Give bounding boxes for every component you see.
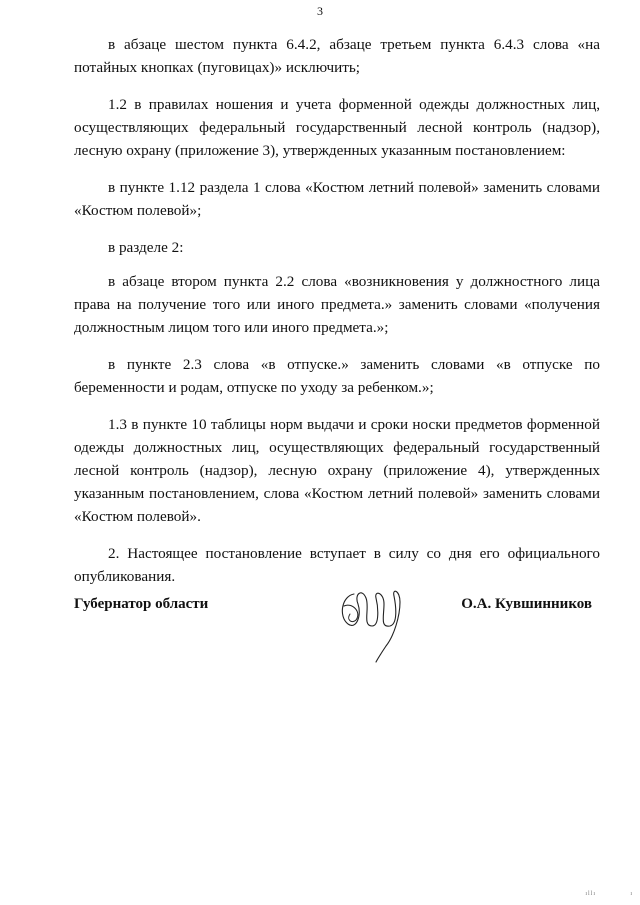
- page-number: 3: [317, 4, 323, 18]
- paragraph-8: 2. Настоящее постановление вступает в силу со дня его официального опубликования.: [74, 545, 600, 585]
- signatory-name: О.А. Кувшинников: [461, 596, 592, 612]
- footer-mark: ıllı: [585, 891, 596, 897]
- footer-corner-mark: ı: [630, 891, 632, 897]
- signature-block: [74, 576, 600, 666]
- signatory-title: Губернатор области: [74, 596, 209, 612]
- paragraph-1: в абзаце шестом пункта 6.4.2, абзаце третьем пункта 6.4.3 слова «на потайных кнопках (пуговицах)» исключить;: [74, 36, 600, 76]
- paragraph-4: в разделе 2:: [108, 239, 184, 256]
- paragraph-5: в абзаце втором пункта 2.2 слова «возникновения у должностного лица права на получение того или иного предмета.» заменить словами «получения должностным лицом того или иного предмета.»;: [74, 273, 600, 336]
- paragraph-6: в пункте 2.3 слова «в отпуске.» заменить словами «в отпуске по беременности и родам, отпуске по уходу за ребенком.»;: [74, 356, 600, 396]
- paragraph-7: 1.3 в пункте 10 таблицы норм выдачи и сроки носки предметов форменной одежды должностных лиц, осуществляющих федеральный государственный лесной контроль (надзор), лесную охрану (приложение 4), утвержденных указанным постановлением, слова «Костюм летний полевой» заменить словами «Костюм полевой».: [74, 416, 600, 525]
- handwritten-signature: [332, 576, 412, 664]
- paragraph-3: в пункте 1.12 раздела 1 слова «Костюм летний полевой» заменить словами «Костюм полевой»;: [74, 179, 600, 219]
- document-body: [74, 33, 600, 602]
- paragraph-2: 1.2 в правилах ношения и учета форменной одежды должностных лиц, осуществляющих федеральный государственный лесной контроль (надзор), лесную охрану (приложение 3), утвержденных указанным постановлением:: [74, 96, 600, 159]
